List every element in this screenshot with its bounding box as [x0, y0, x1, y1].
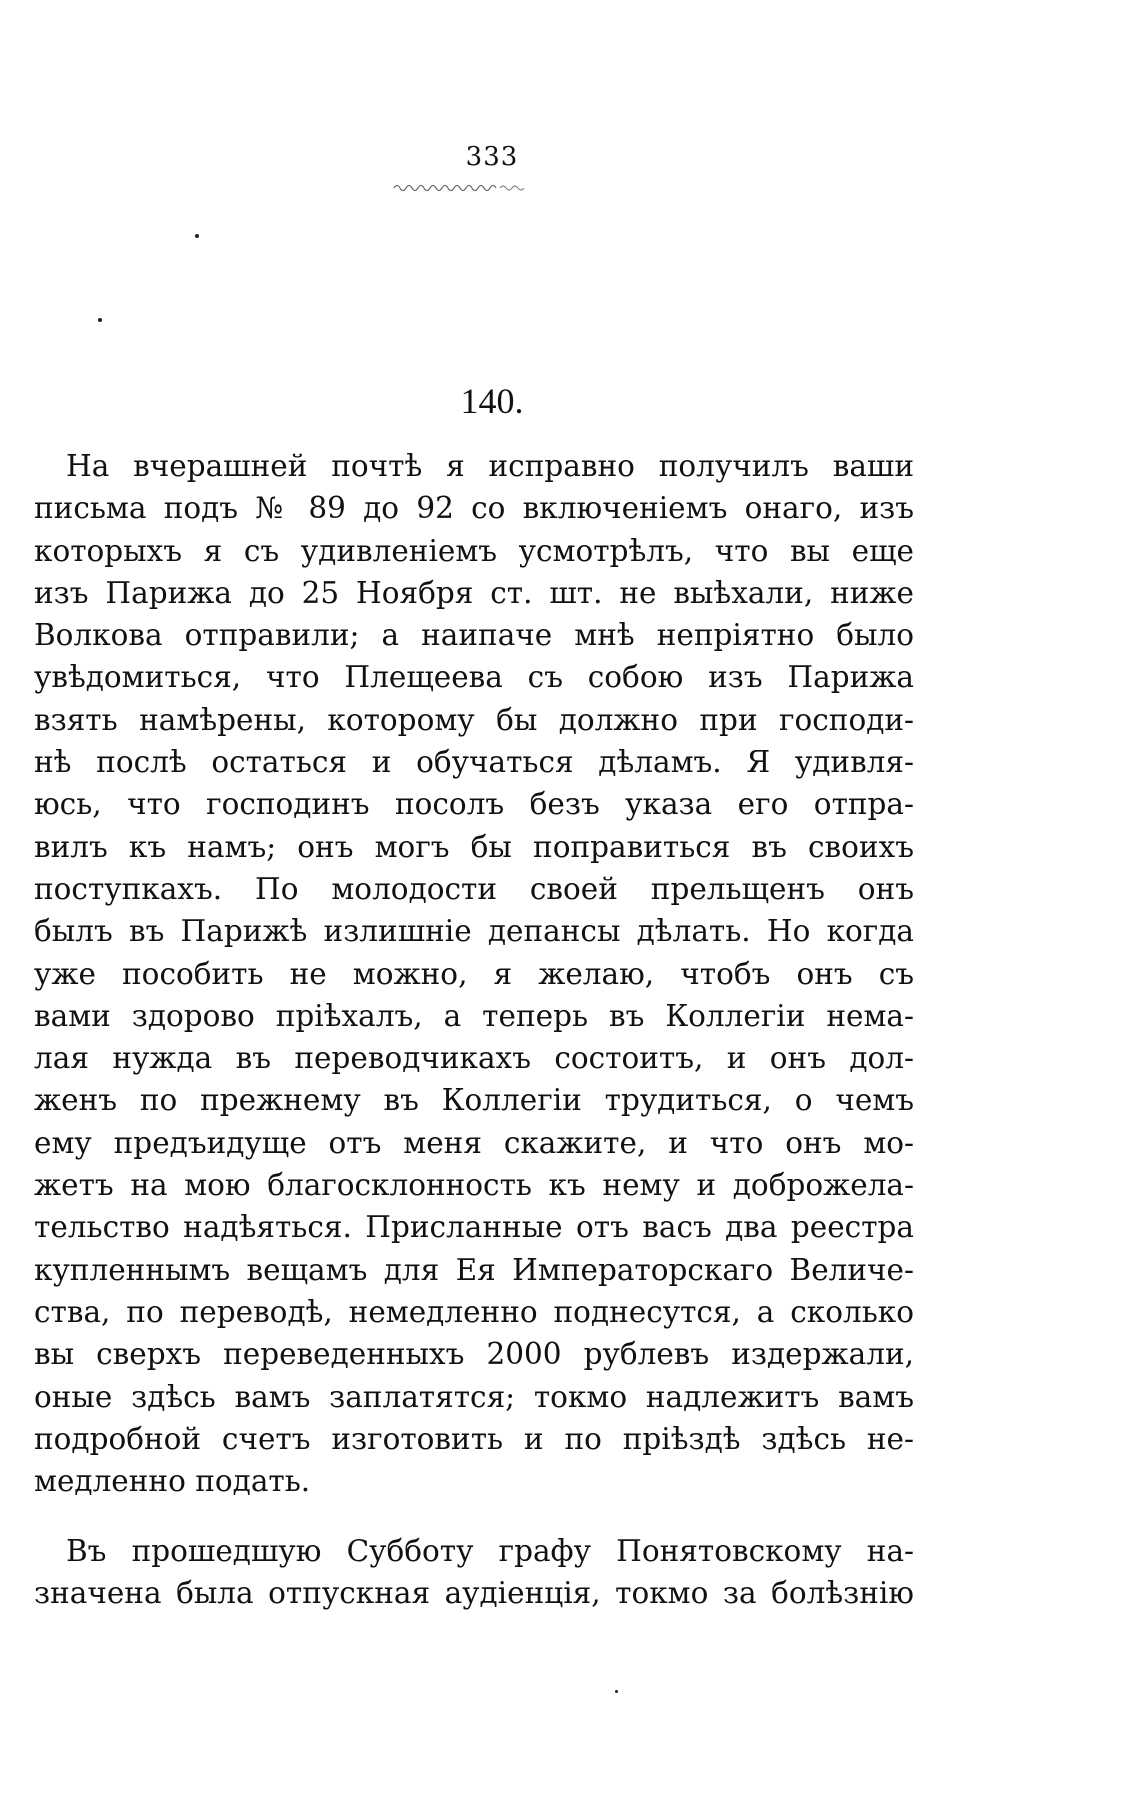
- text-line: оные здѣсь вамъ заплатятся; токмо надлежитъ вамъ: [34, 1379, 914, 1414]
- text-line: юсь, что господинъ посолъ безъ указа его отпра-: [34, 787, 914, 822]
- text-line: вы сверхъ переведенныхъ 2000 рублевъ издержали,: [34, 1337, 914, 1372]
- page-number: 333: [465, 142, 519, 172]
- text-line: изъ Парижа до 25 Ноября ст. шт. не выѣхали, ниже: [34, 575, 914, 610]
- text-line: которыхъ я съ удивленіемъ усмотрѣлъ, что вы еще: [34, 533, 914, 568]
- text-line: Волкова отправили; а наипаче мнѣ непріятно было: [34, 618, 914, 653]
- text-line: жетъ на мою благосклонность къ нему и доброжела-: [34, 1168, 914, 1203]
- document-number: 140.: [460, 381, 524, 421]
- text-line: ства, по переводѣ, немедленно поднесутся, а сколько: [34, 1294, 914, 1329]
- text-line: взять намѣрены, которому бы должно при господи-: [34, 702, 914, 737]
- text-line: вами здорово пріѣхалъ, а теперь въ Коллегіи нема-: [34, 998, 914, 1033]
- text-line: вилъ къ намъ; онъ могъ бы поправиться въ своихъ: [34, 829, 914, 864]
- text-line: уже пособить не можно, я желаю, чтобъ онъ съ: [34, 956, 914, 991]
- print-speck: [195, 234, 199, 238]
- paragraph-1: [34, 445, 914, 1502]
- text-line: увѣдомиться, что Плещеева съ собою изъ Парижа: [34, 660, 914, 695]
- text-line: Въ прошедшую Субботу графу Понятовскому на-: [66, 1534, 914, 1568]
- text-line: письма подъ № 89 до 92 со включеніемъ онаго, изъ: [34, 491, 914, 526]
- text-line: нѣ послѣ остаться и обучаться дѣламъ. Я удивля-: [34, 745, 914, 780]
- header-ornament: [392, 180, 542, 194]
- text-line: подробной счетъ изготовить и по пріѣздѣ здѣсь не-: [34, 1421, 914, 1456]
- print-speck: [98, 318, 102, 322]
- text-line: поступкахъ. По молодости своей прельщенъ онъ: [34, 871, 914, 906]
- text-line: былъ въ Парижѣ излишніе депансы дѣлать. Но когда: [34, 914, 914, 949]
- text-line: купленнымъ вещамъ для Ея Императорскаго Величе-: [34, 1252, 914, 1287]
- text-line: ему предъидуще отъ меня скажите, и что онъ мо-: [34, 1125, 914, 1160]
- paragraph-2: [34, 1530, 914, 1615]
- text-line: медленно подать.: [34, 1464, 311, 1499]
- text-line: На вчерашней почтѣ я исправно получилъ ваши: [66, 449, 914, 483]
- text-line: тельство надѣяться. Присланные отъ васъ два реестра: [34, 1210, 914, 1245]
- text-line: значена была отпускная аудіенція, токмо за болѣзнію: [34, 1576, 914, 1611]
- text-line: лая нужда въ переводчикахъ состоитъ, и онъ дол-: [34, 1041, 914, 1076]
- print-speck: [615, 1690, 618, 1693]
- text-line: женъ по прежнему въ Коллегіи трудиться, о чемъ: [34, 1083, 914, 1118]
